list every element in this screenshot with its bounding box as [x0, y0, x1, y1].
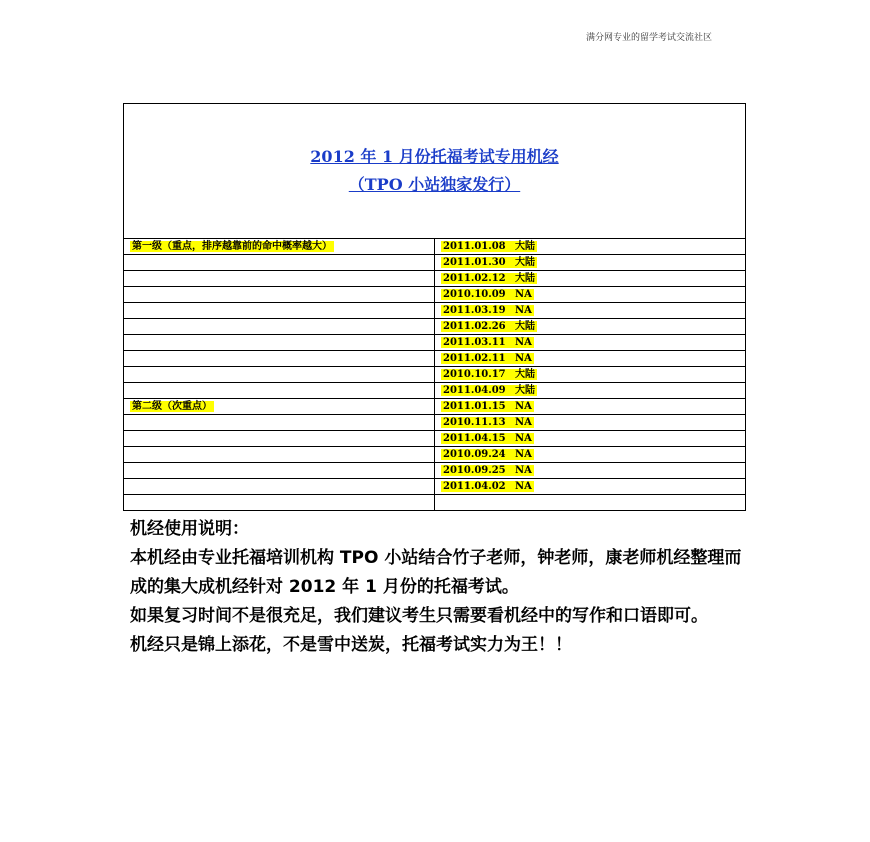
- tier-cell: [124, 255, 435, 271]
- entry-region: NA: [515, 289, 532, 300]
- entry-highlight: [441, 273, 537, 284]
- entry-region: 大陆: [515, 257, 535, 268]
- entry-highlight: [441, 385, 537, 396]
- table-row: [124, 271, 746, 287]
- entry-region: 大陆: [515, 385, 535, 396]
- entry-region: 大陆: [515, 273, 535, 284]
- title-row: [124, 104, 746, 239]
- tier-cell: [124, 351, 435, 367]
- entry-highlight: [441, 337, 534, 348]
- entry-highlight: [441, 289, 534, 300]
- tier-cell: [124, 463, 435, 479]
- tier-cell: [124, 303, 435, 319]
- entry-highlight: [441, 481, 534, 492]
- table-row: [124, 255, 746, 271]
- tier-cell: [124, 431, 435, 447]
- entry-highlight: [441, 401, 534, 412]
- entry-cell: [435, 495, 746, 511]
- entry-region: NA: [515, 433, 532, 444]
- header-note: 满分网专业的留学考试交流社区: [586, 33, 713, 43]
- entry-region: 大陆: [515, 241, 535, 252]
- entry-cell: [435, 447, 746, 463]
- entry-cell: [435, 367, 746, 383]
- entry-cell: [435, 303, 746, 319]
- entry-highlight: [441, 241, 537, 252]
- instructions: [130, 515, 750, 660]
- entry-date: 2011.02.11: [443, 353, 506, 364]
- entry-highlight: [441, 417, 534, 428]
- tier-cell: [124, 287, 435, 303]
- table-row: [124, 399, 746, 415]
- entry-highlight: [441, 449, 534, 460]
- entry-date: 2010.09.25: [443, 465, 506, 476]
- table-row: [124, 239, 746, 255]
- document-subtitle[interactable]: （TPO 小站独家发行）: [348, 175, 521, 194]
- entry-highlight: [441, 465, 534, 476]
- entry-date: 2011.03.11: [443, 337, 506, 348]
- entry-region: NA: [515, 337, 532, 348]
- entry-region: NA: [515, 353, 532, 364]
- entry-date: 2010.11.13: [443, 417, 506, 428]
- exam-table: [123, 103, 746, 511]
- entry-region: 大陆: [515, 369, 535, 380]
- table-row: [124, 319, 746, 335]
- tier-cell: [124, 495, 435, 511]
- entry-highlight: [441, 369, 537, 380]
- entry-date: 2011.02.26: [443, 321, 506, 332]
- entry-region: NA: [515, 481, 532, 492]
- entry-cell: [435, 351, 746, 367]
- tier-cell: [124, 479, 435, 495]
- entry-date: 2010.09.24: [443, 449, 506, 460]
- tier-cell: [124, 239, 435, 255]
- instructions-heading: 机经使用说明：: [130, 519, 249, 539]
- entry-highlight: [441, 433, 534, 444]
- entry-date: 2011.02.12: [443, 273, 506, 284]
- entry-highlight: [441, 305, 534, 316]
- table-row: [124, 463, 746, 479]
- table-row: [124, 367, 746, 383]
- tier-cell: [124, 447, 435, 463]
- entry-date: 2010.10.17: [443, 369, 506, 380]
- entry-cell: [435, 399, 746, 415]
- entry-date: 2011.01.15: [443, 401, 506, 412]
- entry-date: 2011.04.15: [443, 433, 506, 444]
- entry-date: 2010.10.09: [443, 289, 506, 300]
- entry-date: 2011.03.19: [443, 305, 506, 316]
- table-row: [124, 287, 746, 303]
- entry-region: NA: [515, 417, 532, 428]
- table-row: [124, 383, 746, 399]
- table-row: [124, 415, 746, 431]
- table-row: [124, 335, 746, 351]
- entry-cell: [435, 335, 746, 351]
- entry-region: NA: [515, 465, 532, 476]
- entry-cell: [435, 463, 746, 479]
- entry-date: 2011.04.02: [443, 481, 506, 492]
- entry-date: 2011.01.08: [443, 241, 506, 252]
- tier-cell: [124, 367, 435, 383]
- tier-cell: [124, 319, 435, 335]
- table-row: [124, 303, 746, 319]
- entry-highlight: [441, 321, 537, 332]
- tier-cell: [124, 415, 435, 431]
- entry-region: NA: [515, 449, 532, 460]
- entry-cell: [435, 431, 746, 447]
- entry-region: NA: [515, 305, 532, 316]
- entry-cell: [435, 479, 746, 495]
- entry-highlight: [441, 257, 537, 268]
- tier-cell: [124, 271, 435, 287]
- table-row: [124, 447, 746, 463]
- entry-cell: [435, 239, 746, 255]
- tier-cell: [124, 335, 435, 351]
- instructions-paragraph: 机经只是锦上添花，不是雪中送炭，托福考试实力为王！！: [130, 635, 572, 655]
- instructions-paragraph: 如果复习时间不是很充足，我们建议考生只需要看机经中的写作和口语即可。: [130, 606, 708, 626]
- entry-cell: [435, 287, 746, 303]
- entry-cell: [435, 271, 746, 287]
- tier-cell: [124, 383, 435, 399]
- table-row: [124, 479, 746, 495]
- instructions-paragraph: 本机经由专业托福培训机构 TPO 小站结合竹子老师，钟老师，康老师机经整理而成的集大成机经针对 2012 年 1 月份的托福考试。: [130, 548, 742, 597]
- tier-label: 第一级（重点，排序越靠前的命中概率越大）: [132, 241, 332, 252]
- entry-cell: [435, 415, 746, 431]
- entry-region: 大陆: [515, 321, 535, 332]
- table-row: [124, 495, 746, 511]
- entry-date: 2011.01.30: [443, 257, 506, 268]
- title-cell: [124, 104, 746, 239]
- entry-region: NA: [515, 401, 532, 412]
- entry-highlight: [441, 353, 534, 364]
- entry-cell: [435, 383, 746, 399]
- table-row: [124, 351, 746, 367]
- entry-date: 2011.04.09: [443, 385, 506, 396]
- entry-cell: [435, 255, 746, 271]
- tier-label: 第二级（次重点）: [132, 401, 212, 412]
- entry-cell: [435, 319, 746, 335]
- table-row: [124, 431, 746, 447]
- document-title[interactable]: 2012 年 1 月份托福考试专用机经: [310, 147, 559, 166]
- tier-cell: [124, 399, 435, 415]
